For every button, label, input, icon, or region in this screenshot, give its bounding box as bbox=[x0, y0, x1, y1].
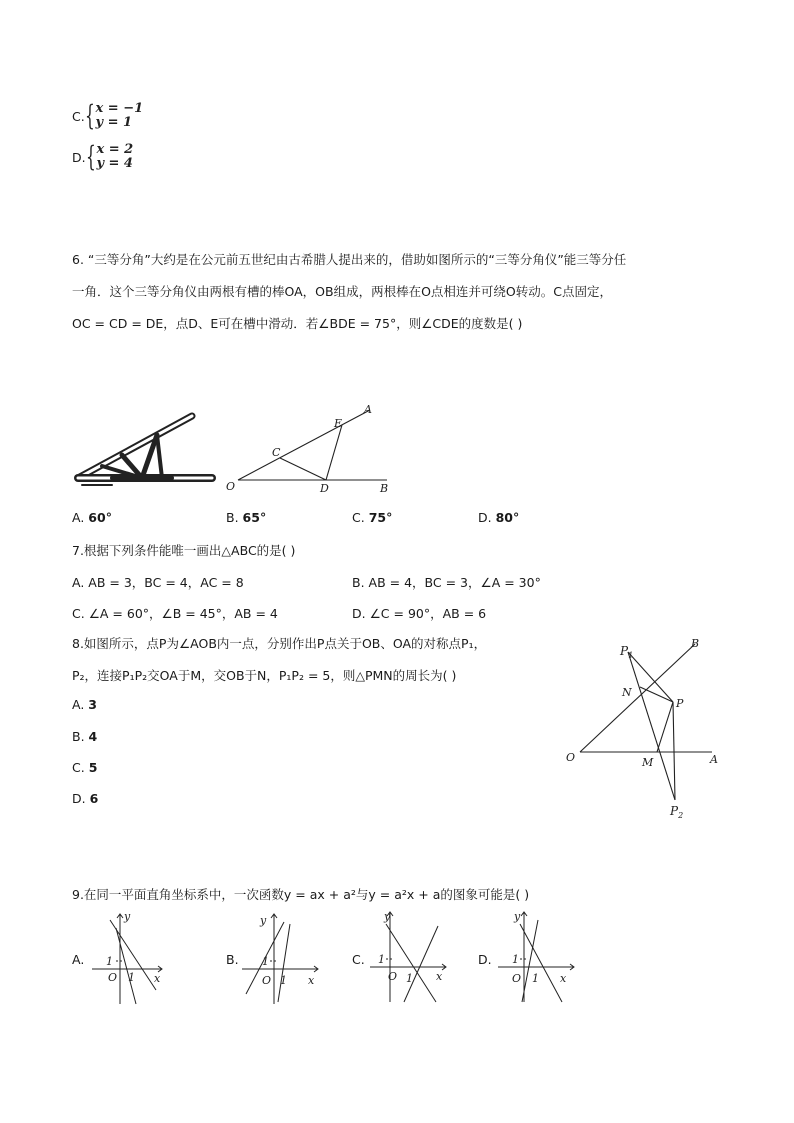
brace-icon: { bbox=[84, 99, 95, 132]
q9-graph-c bbox=[368, 906, 453, 1006]
q9-option-a-label: A. bbox=[72, 952, 85, 967]
q7-option-a bbox=[72, 573, 244, 591]
q6-option-b-label: B. bbox=[226, 510, 239, 525]
q6-geometry-figure bbox=[222, 400, 402, 500]
q8-option-d-label: D. bbox=[72, 791, 86, 806]
q6-option-c-label: C. bbox=[352, 510, 365, 525]
q8-option-c bbox=[72, 760, 97, 775]
q9-graph-d bbox=[496, 906, 581, 1006]
q8-option-a-value: 3 bbox=[88, 697, 97, 712]
q6-stem-line3: OC = CD = DE，点D、E可在槽中滑动．若∠BDE = 75°，则∠CDE的度数是( ) bbox=[72, 316, 523, 331]
q6-option-b-value: 65° bbox=[242, 510, 267, 525]
q9-a-origin: O bbox=[108, 971, 118, 984]
q9-graph-a bbox=[90, 908, 170, 1008]
q5-c-eq2: y = 1 bbox=[95, 115, 133, 130]
q6-label-e: E bbox=[334, 417, 343, 430]
q8-option-b-value: 4 bbox=[88, 729, 98, 744]
brace-icon: { bbox=[85, 140, 96, 173]
q9-c-one-x: 1 bbox=[406, 972, 413, 985]
q6-option-d-label: D. bbox=[478, 510, 492, 525]
q8-label-n: N bbox=[622, 686, 632, 699]
q7-option-b-value: AB = 4，BC = 3，∠A = 30° bbox=[368, 575, 541, 590]
q7-option-c-value: ∠A = 60°，∠B = 45°，AB = 4 bbox=[88, 606, 278, 621]
q6-label-b: B bbox=[380, 482, 389, 495]
q6-label-o: O bbox=[226, 480, 236, 493]
q8-option-c-label: C. bbox=[72, 760, 85, 775]
q6-label-a: A bbox=[364, 403, 372, 416]
q6-option-a-value: 60° bbox=[88, 510, 112, 525]
q6-stem-line1: 6. “三等分角”大约是在公元前五世纪由古希腊人提出来的，借助如图所示的“三等分角仪”能三等分任 bbox=[72, 252, 627, 267]
q9-c-origin: O bbox=[388, 970, 398, 983]
q9-b-x-label: x bbox=[308, 974, 315, 987]
q6-stem-line2: 一角．这个三等分角仪由两根有槽的棒OA，OB组成，两根棒在O点相连并可绕O转动。C点固定， bbox=[72, 284, 612, 299]
q5-option-c-label: C. bbox=[72, 108, 85, 124]
q8-stem-line1: 8.如图所示，点P为∠AOB内一点，分别作出P点关于OB、OA的对称点P₁， bbox=[72, 636, 487, 651]
q5-d-eq1: x = 2 bbox=[96, 142, 134, 157]
q6-option-c bbox=[352, 510, 392, 525]
q7-option-b bbox=[352, 573, 541, 591]
q9-d-y-label: y bbox=[514, 910, 521, 923]
q6-label-c: C bbox=[272, 446, 281, 459]
q9-c-one-y: 1 bbox=[378, 953, 385, 966]
q8-label-a: A bbox=[710, 753, 718, 766]
q9-a-one-y: 1 bbox=[106, 955, 113, 968]
q8-label-m: M bbox=[642, 756, 654, 769]
q8-option-b-label: B. bbox=[72, 729, 85, 744]
q8-option-a bbox=[72, 697, 97, 712]
q7-stem: 7.根据下列条件能唯一画出△ABC的是( ) bbox=[72, 543, 296, 558]
q7-option-b-label: B. bbox=[352, 575, 365, 590]
q6-label-d: D bbox=[320, 482, 329, 495]
q9-stem: 9.在同一平面直角坐标系中，一次函数y = ax + a²与y = a²x + a的图象可能是( ) bbox=[72, 887, 530, 902]
q5-option-c bbox=[72, 99, 144, 132]
q7-option-d-value: ∠C = 90°，AB = 6 bbox=[369, 606, 487, 621]
q9-b-origin: O bbox=[262, 974, 272, 987]
q8-option-d bbox=[72, 791, 98, 806]
q9-d-origin: O bbox=[512, 972, 522, 985]
q5-c-eq1: x = −1 bbox=[95, 101, 144, 116]
q8-option-a-label: A. bbox=[72, 697, 85, 712]
q5-option-d-label: D. bbox=[72, 149, 86, 165]
q9-b-y-label: y bbox=[260, 914, 267, 927]
q7-option-a-value: AB = 3，BC = 4，AC = 8 bbox=[88, 575, 244, 590]
q9-a-y-label: y bbox=[124, 910, 131, 923]
q5-option-d bbox=[72, 140, 134, 173]
q6-option-a bbox=[72, 510, 112, 525]
q8-label-p2: $P_2$ bbox=[670, 804, 684, 820]
q9-c-x-label: x bbox=[436, 970, 443, 983]
q8-option-c-value: 5 bbox=[88, 760, 98, 775]
q7-option-c bbox=[72, 604, 278, 622]
q6-option-d-value: 80° bbox=[495, 510, 520, 525]
q7-option-c-label: C. bbox=[72, 606, 85, 621]
q9-b-one-x: 1 bbox=[280, 974, 287, 987]
q9-d-x-label: x bbox=[560, 972, 567, 985]
q8-option-d-value: 6 bbox=[89, 791, 99, 806]
q9-b-one-y: 1 bbox=[262, 955, 269, 968]
q8-label-p1: $P_1$ bbox=[620, 644, 634, 660]
q9-c-y-label: y bbox=[384, 910, 391, 923]
q7-option-a-label: A. bbox=[72, 575, 85, 590]
q8-label-b: B bbox=[691, 637, 700, 650]
q7-option-d bbox=[352, 604, 486, 622]
q9-a-one-x: 1 bbox=[128, 971, 135, 984]
q6-option-d bbox=[478, 510, 519, 525]
q6-option-a-label: A. bbox=[72, 510, 85, 525]
q5-d-eq2: y = 4 bbox=[96, 156, 133, 171]
q8-option-b bbox=[72, 729, 97, 744]
q6-option-b bbox=[226, 510, 266, 525]
q9-d-one-x: 1 bbox=[532, 972, 539, 985]
q9-option-c-label: C. bbox=[352, 952, 365, 967]
q9-graph-b bbox=[240, 908, 325, 1008]
q9-option-b-label: B. bbox=[226, 952, 239, 967]
q8-label-p: P bbox=[676, 697, 684, 710]
q9-a-x-label: x bbox=[154, 972, 161, 985]
q6-option-c-value: 75° bbox=[368, 510, 393, 525]
q9-d-one-y: 1 bbox=[512, 953, 519, 966]
q7-option-d-label: D. bbox=[352, 606, 366, 621]
trisector-instrument-figure bbox=[72, 410, 222, 490]
q8-stem-line2: P₂，连接P₁P₂交OA于M，交OB于N，P₁P₂ = 5，则△PMN的周长为( ) bbox=[72, 668, 457, 683]
q9-option-d-label: D. bbox=[478, 952, 492, 967]
q8-label-o: O bbox=[566, 751, 576, 764]
q8-geometry-figure bbox=[560, 630, 730, 830]
